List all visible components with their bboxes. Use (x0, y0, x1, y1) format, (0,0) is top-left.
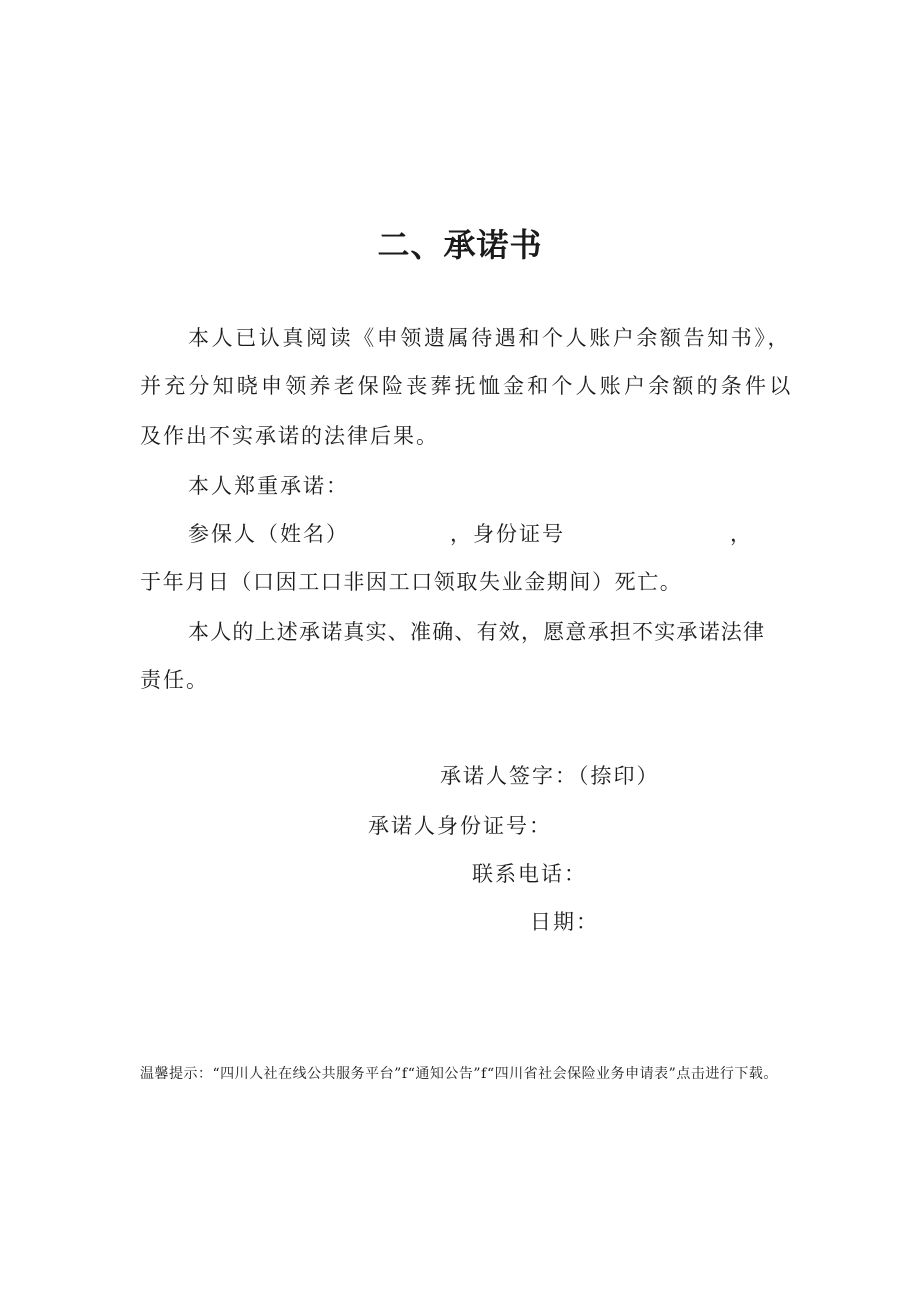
contact-phone-label: 联系电话： (472, 862, 587, 886)
paragraph-1-line-3: 及作出不实承诺的法律后果。 (140, 424, 439, 448)
document-title: 二、承诺书 (377, 226, 543, 264)
download-tip: 温馨提示：“四川人社在线公共服务平台”f“通知公告”f“四川省社会保险业务申请表”点击进行下载。 (140, 1066, 778, 1082)
paragraph-1-line-1: 本人已认真阅读《申领遗属待遇和个人账户余额告知书》， (188, 326, 792, 350)
date-label: 日期： (530, 910, 599, 934)
death-date-line: 于年月日（口因工口非因工口领取失业金期间）死亡。 (140, 570, 683, 594)
insured-id-trailing-comma: ， (730, 522, 753, 546)
paragraph-1-line-2: 并充分知晓申领养老保险丧葬抚恤金和个人账户余额的条件以 (140, 374, 794, 398)
pledge-intro: 本人郑重承诺： (188, 474, 349, 498)
paragraph-3-line-2: 责任。 (140, 668, 209, 692)
paragraph-3-line-1: 本人的上述承诺真实、准确、有效，愿意承担不实承诺法律 (188, 620, 766, 644)
signer-id-label: 承诺人身份证号： (368, 814, 552, 838)
signer-signature-label: 承诺人签字：（捺印） (440, 764, 660, 788)
insured-id-label: ，身份证号 (450, 522, 565, 546)
insured-name-label: 参保人（姓名） (188, 522, 349, 546)
